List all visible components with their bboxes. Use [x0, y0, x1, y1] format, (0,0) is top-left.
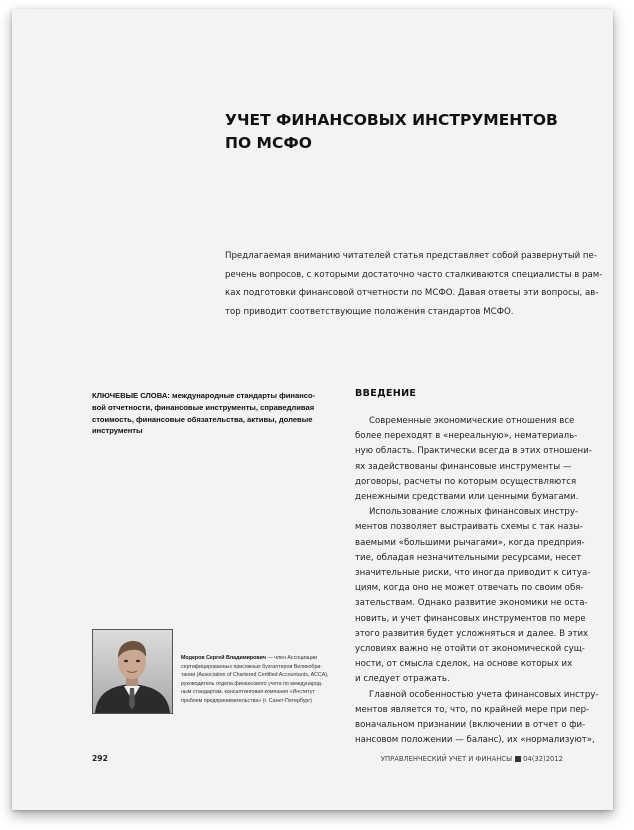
section-body — [355, 414, 605, 748]
body-line: Использование сложных финансовых инстру- — [369, 507, 579, 518]
journal-issue: 04(32)2012 — [523, 755, 563, 763]
body-line: значительные риски, что иногда приводит к ситуа- — [355, 568, 591, 579]
keywords-line: вой отчетности, финансовые инструменты, справедливая — [92, 402, 315, 412]
body-line: воначальном признании (включении в отчет о фи- — [355, 720, 586, 731]
author-photo — [92, 629, 173, 714]
square-bullet-icon — [515, 756, 521, 762]
article-lead — [225, 247, 603, 321]
body-line: ваемыми «большими рычагами», когда предприя- — [355, 537, 585, 548]
lead-line: речень вопросов, с которыми достаточно часто сталкиваются специалисты в рам- — [225, 269, 603, 280]
author-line: ным стандартам, консалтинговая компания «Институт — [181, 689, 315, 695]
journal-footer — [381, 755, 563, 763]
lead-line: тор приводит соответствующие положения стандартов МСФО. — [225, 306, 514, 317]
author-line: проблем предпринимательства» (г. Санкт-Петербург) — [181, 697, 313, 704]
body-line: тие, обладая незначительными ресурсами, несет — [355, 552, 582, 563]
title-line: УЧЕТ ФИНАНСОВЫХ ИНСТРУМЕНТОВ — [225, 111, 558, 129]
body-line: нансовом положении — баланс), их «нормализуют», — [355, 735, 595, 746]
author-line: тании (Association of Chartered Certified Accountants, ACCA), — [181, 672, 329, 678]
body-line: и следует отражать. — [355, 674, 450, 685]
author-name: Модеров Сергей Владимирович — [181, 655, 266, 661]
body-line: зательствам. Однако развитие экономики не оста- — [355, 598, 588, 609]
keywords-line: стоимость, финансовые обязательства, активы, долевые — [92, 414, 313, 424]
magazine-page — [12, 9, 613, 810]
body-line: ную область. Практически всегда в этих отношени- — [355, 446, 592, 457]
author-line: руководитель отдела финансового учета по международ- — [181, 680, 323, 687]
body-line: условиях важно не отойти от экономической сущ- — [355, 644, 585, 655]
author-line: сертифицированных присяжных бухгалтеров Великобри- — [181, 663, 323, 670]
lead-line: ках подготовки финансовой отчетности по МСФО. Давая ответы эти вопросы, ав- — [225, 288, 599, 298]
body-line: ях задействованы финансовые инструменты — — [355, 461, 572, 472]
body-line: этого развития будет усложняться и далее. В этих — [355, 628, 589, 639]
author-info — [181, 654, 351, 705]
author-bio-start: — член Ассоциации — [265, 655, 318, 661]
body-line: более переходят в «нереальную», нематериаль- — [355, 431, 578, 442]
body-line: Современные экономические отношения все — [369, 416, 575, 426]
title-line: ПО МСФО — [225, 134, 312, 152]
journal-name: УПРАВЛЕНЧЕСКИЙ УЧЕТ И ФИНАНСЫ — [380, 755, 513, 763]
body-line: ментов позволяет выстраивать схемы с так назы- — [355, 522, 584, 533]
lead-line: Предлагаемая вниманию читателей статья представляет собой развернутый пе- — [225, 251, 597, 261]
body-line: договоры, расчеты по которым осуществляются — [355, 476, 577, 487]
body-line: ментов является то, что, по крайней мере при пер- — [355, 704, 590, 715]
body-line: ности, от смысла сделок, на основе которых их — [355, 659, 573, 670]
body-line: циям, когда оно не может отвечать по своим обя- — [355, 583, 584, 594]
author-line — [181, 654, 351, 663]
article-title — [225, 109, 558, 155]
body-line: Главной особенностью учета финансовых инстру- — [369, 689, 599, 700]
keywords-line: КЛЮЧЕВЫЕ СЛОВА: международные стандарты финансо- — [92, 391, 316, 400]
keywords-line: инструменты — [92, 426, 143, 436]
keywords-block — [92, 390, 322, 437]
section-heading: ВВЕДЕНИЕ — [355, 388, 417, 399]
body-line: денежными средствами или ценными бумагами. — [355, 492, 579, 503]
body-line: новить, и учет финансовых инструментов по мере — [355, 613, 586, 624]
page-number: 292 — [92, 754, 108, 763]
author-portrait-image — [93, 630, 172, 713]
